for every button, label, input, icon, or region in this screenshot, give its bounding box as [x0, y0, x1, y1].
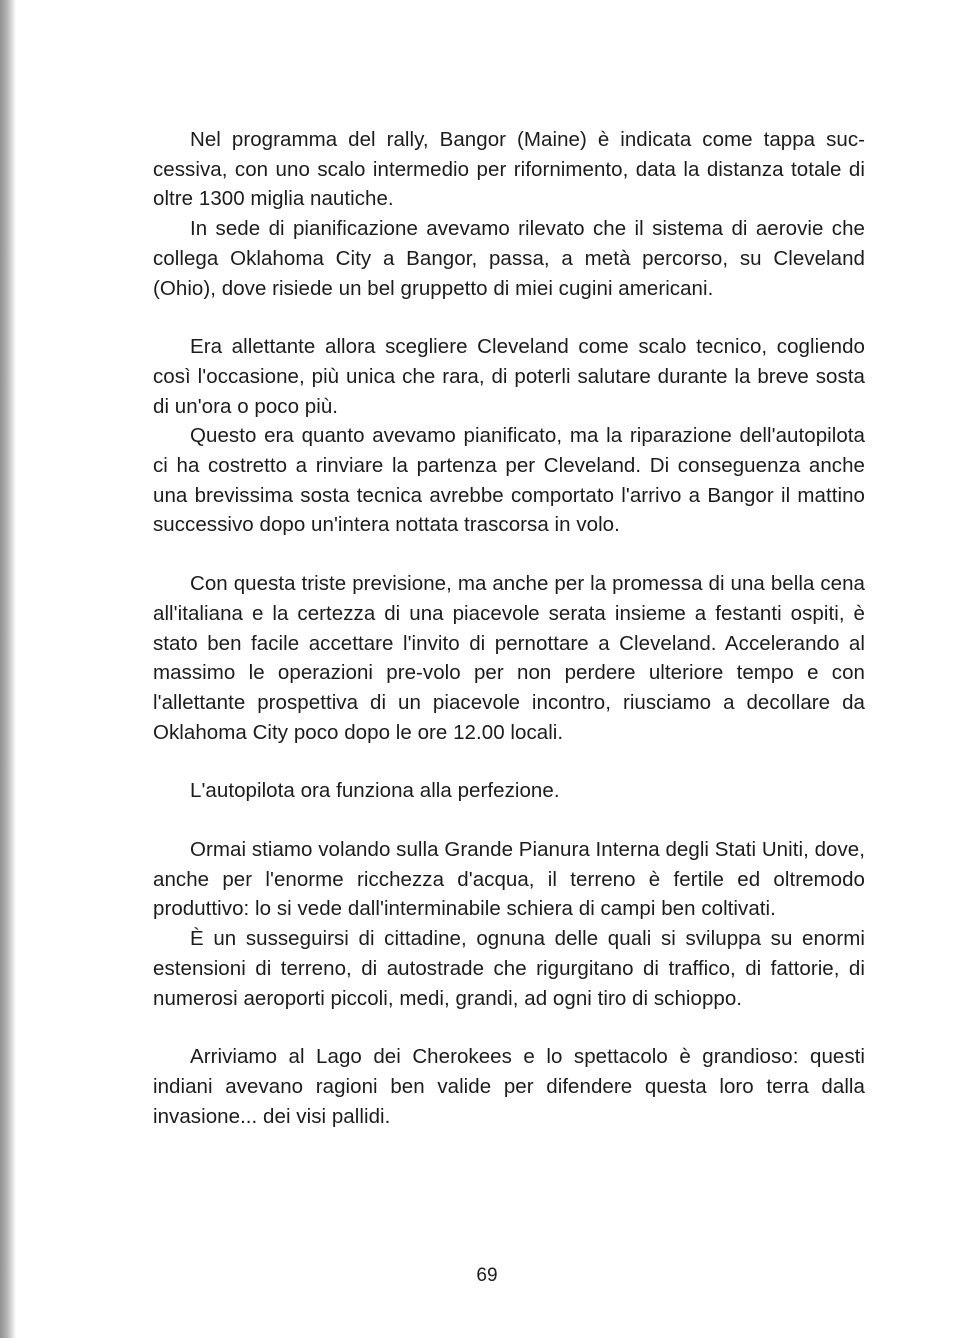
- paragraph-flight-planning: In sede di pianificazione avevamo rilevato che il sistema di aerovie che collega Oklahoma City a Bangor, passa, a metà percorso, su Cleveland (Ohio), dove risiede un bel gruppetto di miei cugini americani.: [153, 217, 865, 300]
- paragraph-departure: Con questa triste previsione, ma anche per la promessa di una bella cena all'italiana e la certezza di una piacevole serata insieme a festanti ospiti, è stato ben facile accettare l'invito di pernottare a Cleveland. Accelerando al massimo le operazioni pre-volo per non perdere ulteriore tempo e con l'allettante prospettiva di un piacevole incontro, riusciamo a decollare da Oklahoma City poco dopo le ore 12.00 locali.: [153, 572, 865, 744]
- paragraph-cherokee-lake: Arriviamo al Lago dei Cherokees e lo spettacolo è grandioso: questi indiani avevano ragioni ben valide per difendere questa loro terra dalla invasione... dei visi pallidi.: [153, 1045, 865, 1128]
- paragraph-autopilot-repair: Questo era quanto avevamo pianificato, ma la riparazione dell'autopilota ci ha costretto a rinviare la partenza per Cleveland. Di conseguenza anche una brevissima sosta tecnica avrebbe comportato l'arrivo a Bangor il mattino successivo dopo un'intera nottata trascorsa in volo.: [153, 424, 865, 537]
- book-binding-edge: [0, 0, 16, 1338]
- paragraph-great-plains: Ormai stiamo volando sulla Grande Pianura Interna degli Stati Uniti, dove, anche per l'enorme ricchezza d'acqua, il terreno è fertile ed oltremodo produttivo: lo si vede dall'interminabile schiera di campi ben coltivati.: [153, 838, 865, 921]
- page-number: 69: [476, 1265, 498, 1286]
- paragraph-rally-program: Nel programma del rally, Bangor (Maine) è indicata come tappa successiva, con uno scalo intermedio per rifornimento, data la distanza totale di oltre 1300 miglia nautiche.: [153, 128, 865, 211]
- paragraph-towns: È un susseguirsi di cittadine, ognuna delle quali si sviluppa su enormi estensioni di terreno, di autostrade che rigurgitano di traffico, di fattorie, di numerosi aeroporti piccoli, medi, grandi, ad ogni tiro di schioppo.: [153, 927, 865, 1010]
- paragraph-cleveland-stop: Era allettante allora scegliere Cleveland come scalo tecnico, cogliendo così l'occasione, più unica che rara, di poterli salutare durante la breve sosta di un'ora o poco più.: [153, 335, 865, 418]
- page-body-text: [153, 125, 865, 1131]
- paragraph-autopilot-working: L'autopilota ora funziona alla perfezione.: [190, 779, 560, 803]
